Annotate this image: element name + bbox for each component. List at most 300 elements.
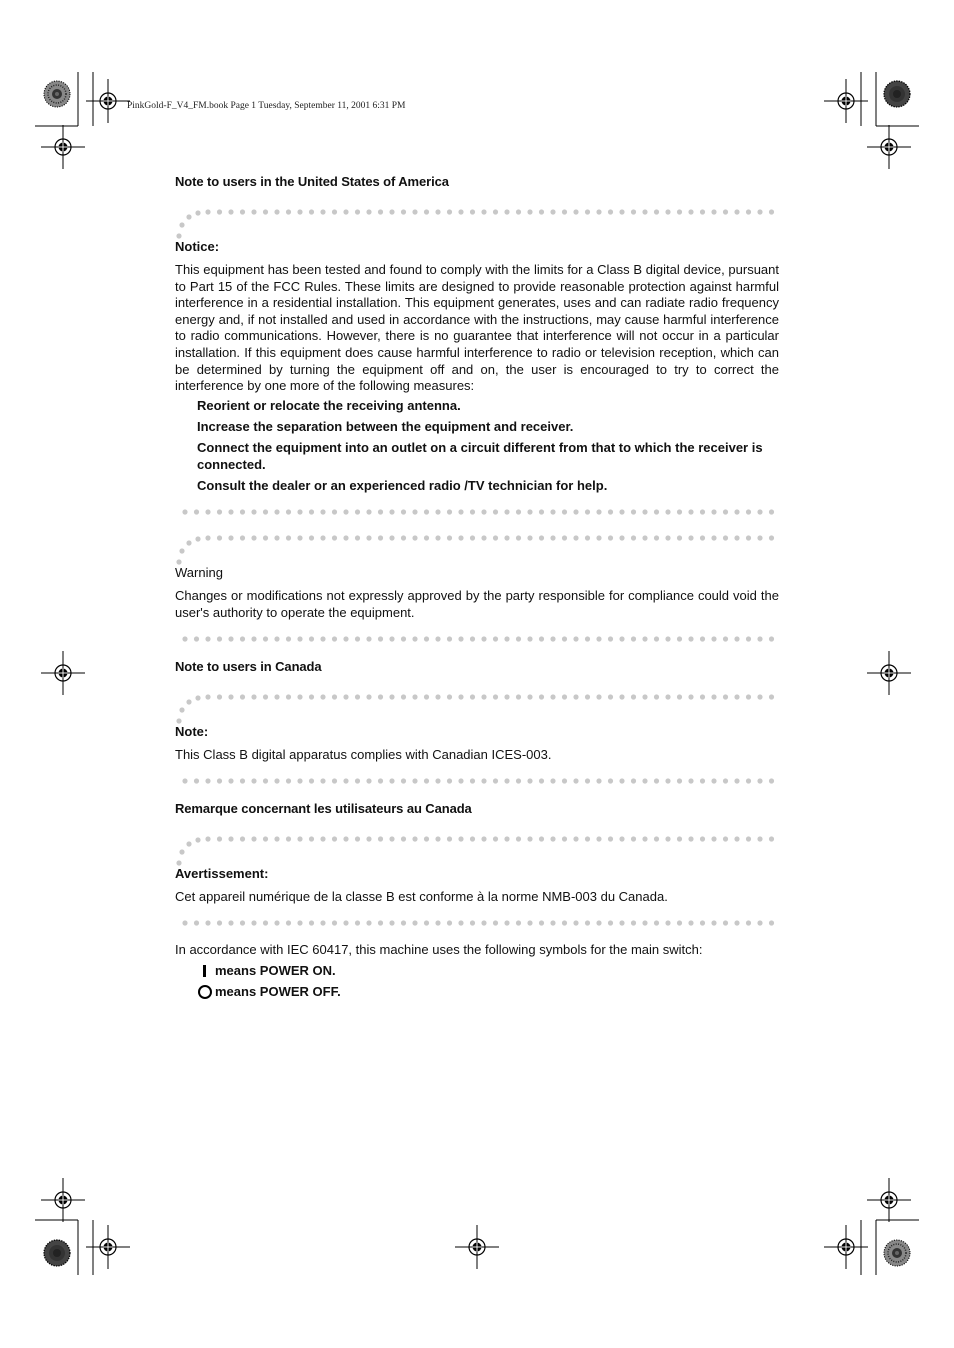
border-dot [504, 694, 509, 699]
border-dot [619, 836, 624, 841]
border-dot [700, 920, 705, 925]
border-dot [179, 548, 184, 553]
border-dot [366, 694, 371, 699]
border-dot [182, 920, 187, 925]
border-dot [412, 509, 417, 514]
border-dot [470, 920, 475, 925]
border-dot [309, 509, 314, 514]
border-dot [228, 535, 233, 540]
border-dot [194, 509, 199, 514]
border-dot [378, 836, 383, 841]
border-dot [274, 636, 279, 641]
border-dot [757, 920, 762, 925]
border-dot [527, 509, 532, 514]
border-dot [355, 778, 360, 783]
warning-label: Warning [175, 565, 223, 580]
border-dot [504, 836, 509, 841]
section-title-canada: Note to users in Canada [175, 659, 322, 674]
border-dot [332, 636, 337, 641]
power-off-text: means POWER OFF. [215, 984, 341, 999]
border-dot [182, 636, 187, 641]
border-dot [263, 209, 268, 214]
border-dot [562, 920, 567, 925]
canada-fr-text: Cet appareil numérique de la classe B est conforme à la norme NMB-003 du Canada. [175, 889, 668, 904]
border-dot [412, 778, 417, 783]
border-dot [274, 920, 279, 925]
border-dot [389, 636, 394, 641]
border-dot [412, 836, 417, 841]
canada-fr-bottom-border [175, 919, 780, 927]
border-dot [562, 535, 567, 540]
border-dot [205, 535, 210, 540]
border-dot [516, 920, 521, 925]
border-dot [608, 778, 613, 783]
border-dot [389, 209, 394, 214]
border-dot [447, 209, 452, 214]
border-dot [711, 636, 716, 641]
border-dot [504, 778, 509, 783]
border-dot [665, 535, 670, 540]
border-dot [412, 920, 417, 925]
border-dot [550, 535, 555, 540]
section-title-usa: Note to users in the United States of America [175, 174, 449, 189]
border-dot [297, 694, 302, 699]
border-dot [435, 694, 440, 699]
border-dot [297, 836, 302, 841]
border-dot [562, 509, 567, 514]
border-dot [470, 694, 475, 699]
border-dot [309, 694, 314, 699]
border-dot [562, 209, 567, 214]
border-dot [711, 778, 716, 783]
border-dot [424, 920, 429, 925]
border-dot [516, 778, 521, 783]
border-dot [746, 509, 751, 514]
border-dot [240, 920, 245, 925]
iec-intro: In accordance with IEC 60417, this machine uses the following symbols for the main switch: [175, 942, 703, 957]
border-dot [458, 535, 463, 540]
border-dot [746, 694, 751, 699]
border-dot [195, 536, 200, 541]
border-dot [734, 920, 739, 925]
border-dot [179, 222, 184, 227]
border-dot [389, 509, 394, 514]
border-dot [642, 509, 647, 514]
border-dot [539, 509, 544, 514]
border-dot [424, 209, 429, 214]
border-dot [355, 836, 360, 841]
border-dot [757, 509, 762, 514]
border-dot [516, 694, 521, 699]
border-dot [757, 535, 762, 540]
border-dot [251, 778, 256, 783]
border-dot [642, 636, 647, 641]
border-dot [573, 535, 578, 540]
border-dot [631, 209, 636, 214]
border-dot [596, 920, 601, 925]
border-dot [481, 778, 486, 783]
measure-item: Increase the separation between the equipment and receiver. [197, 419, 574, 434]
border-dot [355, 209, 360, 214]
border-dot [240, 209, 245, 214]
border-dot [286, 209, 291, 214]
border-dot [412, 636, 417, 641]
border-dot [573, 836, 578, 841]
border-dot [723, 778, 728, 783]
border-dot [205, 509, 210, 514]
border-dot [677, 636, 682, 641]
border-dot [481, 636, 486, 641]
border-dot [481, 509, 486, 514]
border-dot [596, 535, 601, 540]
border-dot [424, 694, 429, 699]
border-dot [251, 535, 256, 540]
border-dot [435, 535, 440, 540]
border-dot [297, 636, 302, 641]
border-dot [320, 636, 325, 641]
border-dot [700, 209, 705, 214]
border-dot [585, 920, 590, 925]
border-dot [309, 636, 314, 641]
border-dot [746, 209, 751, 214]
border-dot [297, 509, 302, 514]
border-dot [240, 509, 245, 514]
border-dot [320, 209, 325, 214]
border-dot [700, 535, 705, 540]
border-dot [447, 778, 452, 783]
border-dot [217, 836, 222, 841]
border-dot [642, 209, 647, 214]
border-dot [458, 636, 463, 641]
border-dot [516, 509, 521, 514]
border-dot [516, 836, 521, 841]
border-dot [769, 509, 774, 514]
border-dot [642, 778, 647, 783]
border-dot [677, 836, 682, 841]
border-dot [286, 535, 291, 540]
border-dot [769, 694, 774, 699]
border-dot [401, 636, 406, 641]
border-dot [251, 509, 256, 514]
border-dot [746, 836, 751, 841]
border-dot [596, 836, 601, 841]
border-dot [176, 559, 181, 564]
border-dot [458, 694, 463, 699]
border-dot [573, 920, 578, 925]
border-dot [194, 636, 199, 641]
border-dot [366, 509, 371, 514]
border-dot [251, 836, 256, 841]
border-dot [504, 535, 509, 540]
corner-mark-bottom-left [35, 1178, 130, 1275]
border-dot [688, 920, 693, 925]
border-dot [539, 636, 544, 641]
border-dot [401, 509, 406, 514]
note-bottom-border [175, 508, 780, 516]
border-dot [746, 535, 751, 540]
border-dot [677, 535, 682, 540]
border-dot [424, 778, 429, 783]
border-dot [228, 636, 233, 641]
border-dot [711, 920, 716, 925]
border-dot [619, 636, 624, 641]
border-dot [263, 694, 268, 699]
border-dot [217, 209, 222, 214]
border-dot [642, 920, 647, 925]
border-dot [263, 636, 268, 641]
border-dot [631, 920, 636, 925]
border-dot [274, 836, 279, 841]
border-dot [734, 694, 739, 699]
border-dot [642, 535, 647, 540]
border-dot [493, 535, 498, 540]
border-dot [470, 636, 475, 641]
border-dot [389, 694, 394, 699]
border-dot [688, 636, 693, 641]
border-dot [366, 920, 371, 925]
border-dot [217, 694, 222, 699]
border-dot [481, 920, 486, 925]
measure-item: Reorient or relocate the receiving antenna. [197, 398, 461, 413]
border-dot [527, 778, 532, 783]
border-dot [309, 209, 314, 214]
border-dot [642, 836, 647, 841]
border-dot [631, 694, 636, 699]
border-dot [195, 837, 200, 842]
border-dot [734, 509, 739, 514]
border-dot [493, 694, 498, 699]
border-dot [619, 535, 624, 540]
border-dot [481, 209, 486, 214]
border-dot [179, 707, 184, 712]
border-dot [186, 540, 191, 545]
canada-note-text: This Class B digital apparatus complies with Canadian ICES-003. [175, 747, 552, 762]
border-dot [734, 636, 739, 641]
border-dot [343, 535, 348, 540]
border-dot [723, 509, 728, 514]
border-dot [228, 778, 233, 783]
border-dot [688, 694, 693, 699]
border-dot [539, 535, 544, 540]
border-dot [677, 509, 682, 514]
border-dot [240, 694, 245, 699]
border-dot [447, 694, 452, 699]
border-dot [458, 836, 463, 841]
border-dot [734, 836, 739, 841]
border-dot [688, 778, 693, 783]
border-dot [562, 836, 567, 841]
warning-text: Changes or modifications not expressly approved by the party responsible for compliance could void the user's authority to operate the equipment. [175, 588, 779, 620]
section-title-canada-fr: Remarque concernant les utilisateurs au Canada [175, 801, 472, 816]
border-dot [596, 636, 601, 641]
power-off-symbol-icon [198, 985, 212, 999]
border-dot [723, 636, 728, 641]
border-dot [734, 778, 739, 783]
border-dot [412, 694, 417, 699]
border-dot [481, 836, 486, 841]
border-dot [458, 509, 463, 514]
power-on-symbol-icon [199, 963, 211, 979]
border-dot [378, 209, 383, 214]
border-dot [769, 535, 774, 540]
border-dot [274, 535, 279, 540]
border-dot [309, 920, 314, 925]
border-dot [688, 836, 693, 841]
border-dot [723, 209, 728, 214]
border-dot [665, 209, 670, 214]
border-dot [631, 535, 636, 540]
border-dot [217, 636, 222, 641]
border-dot [251, 636, 256, 641]
border-dot [332, 920, 337, 925]
border-dot [654, 636, 659, 641]
canada-fr-label: Avertissement: [175, 866, 269, 881]
border-dot [320, 535, 325, 540]
border-dot [263, 778, 268, 783]
border-dot [700, 636, 705, 641]
border-dot [769, 836, 774, 841]
border-dot [332, 778, 337, 783]
border-dot [550, 509, 555, 514]
border-dot [711, 836, 716, 841]
border-dot [458, 778, 463, 783]
border-dot [539, 836, 544, 841]
border-dot [757, 778, 762, 783]
border-dot [654, 920, 659, 925]
border-dot [401, 836, 406, 841]
border-dot [240, 636, 245, 641]
border-dot [251, 694, 256, 699]
border-dot [343, 694, 348, 699]
border-dot [263, 535, 268, 540]
measure-item: Consult the dealer or an experienced radio /TV technician for help. [197, 478, 608, 493]
border-dot [389, 920, 394, 925]
border-dot [550, 209, 555, 214]
border-dot [412, 535, 417, 540]
border-dot [186, 841, 191, 846]
border-dot [263, 920, 268, 925]
border-dot [355, 636, 360, 641]
border-dot [274, 694, 279, 699]
border-dot [424, 509, 429, 514]
border-dot [585, 836, 590, 841]
border-dot [274, 509, 279, 514]
border-dot [182, 509, 187, 514]
border-dot [539, 778, 544, 783]
border-dot [297, 535, 302, 540]
border-dot [493, 209, 498, 214]
border-dot [711, 694, 716, 699]
border-dot [493, 509, 498, 514]
border-dot [401, 209, 406, 214]
border-dot [286, 778, 291, 783]
border-dot [186, 214, 191, 219]
border-dot [700, 694, 705, 699]
border-dot [320, 920, 325, 925]
border-dot [504, 509, 509, 514]
border-dot [217, 535, 222, 540]
border-dot [562, 694, 567, 699]
border-dot [355, 535, 360, 540]
notice-text: This equipment has been tested and found to comply with the limits for a Class B digital device, pursuant to Part 15 of the FCC Rules. These limits are designed to provide reasonable protection against harmful interference in a residential installation. This equipment generates, uses and can radiate radio frequency energy and, if not installed and used in accordance with the instructions, may cause harmful interference to radio communications. However, there is no guarantee that interference will not occur in a particular installation. If this equipment does cause harmful interference to radio or television reception, which can be determined by turning the equipment off and on, the user is encouraged to try to correct the interference by one more of the following measures: [175, 262, 779, 394]
border-dot [217, 509, 222, 514]
border-dot [631, 778, 636, 783]
border-dot [401, 778, 406, 783]
border-dot [757, 836, 762, 841]
border-dot [585, 509, 590, 514]
registration-mark-left [41, 651, 85, 695]
border-dot [688, 509, 693, 514]
border-dot [217, 778, 222, 783]
power-on-text: means POWER ON. [215, 963, 336, 978]
border-dot [228, 209, 233, 214]
border-dot [251, 209, 256, 214]
border-dot [723, 694, 728, 699]
border-dot [240, 836, 245, 841]
border-dot [550, 778, 555, 783]
border-dot [665, 920, 670, 925]
border-dot [355, 694, 360, 699]
border-dot [619, 694, 624, 699]
corner-mark-top-right [824, 72, 919, 169]
border-dot [585, 636, 590, 641]
border-dot [769, 636, 774, 641]
border-dot [286, 836, 291, 841]
border-dot [228, 509, 233, 514]
border-dot [619, 209, 624, 214]
border-dot [309, 836, 314, 841]
border-dot [493, 636, 498, 641]
border-dot [240, 778, 245, 783]
warning-top-border [175, 533, 780, 567]
border-dot [608, 636, 613, 641]
border-dot [711, 209, 716, 214]
border-dot [504, 636, 509, 641]
border-dot [228, 694, 233, 699]
border-dot [596, 778, 601, 783]
print-header: PinkGold-F_V4_FM.book Page 1 Tuesday, September 11, 2001 6:31 PM [127, 101, 406, 111]
border-dot [286, 694, 291, 699]
border-dot [642, 694, 647, 699]
border-dot [481, 694, 486, 699]
border-dot [401, 920, 406, 925]
border-dot [228, 836, 233, 841]
border-dot [608, 209, 613, 214]
border-dot [435, 920, 440, 925]
border-dot [343, 836, 348, 841]
border-dot [700, 836, 705, 841]
border-dot [665, 509, 670, 514]
border-dot [585, 778, 590, 783]
border-dot [401, 694, 406, 699]
canada-fr-top-border [175, 834, 780, 868]
border-dot [734, 535, 739, 540]
border-dot [573, 694, 578, 699]
border-dot [366, 209, 371, 214]
border-dot [516, 535, 521, 540]
border-dot [723, 535, 728, 540]
border-dot [631, 836, 636, 841]
warning-bottom-border [175, 635, 780, 643]
border-dot [378, 920, 383, 925]
border-dot [205, 778, 210, 783]
border-dot [654, 509, 659, 514]
border-dot [550, 836, 555, 841]
border-dot [757, 209, 762, 214]
border-dot [176, 718, 181, 723]
border-dot [470, 778, 475, 783]
border-dot [332, 836, 337, 841]
